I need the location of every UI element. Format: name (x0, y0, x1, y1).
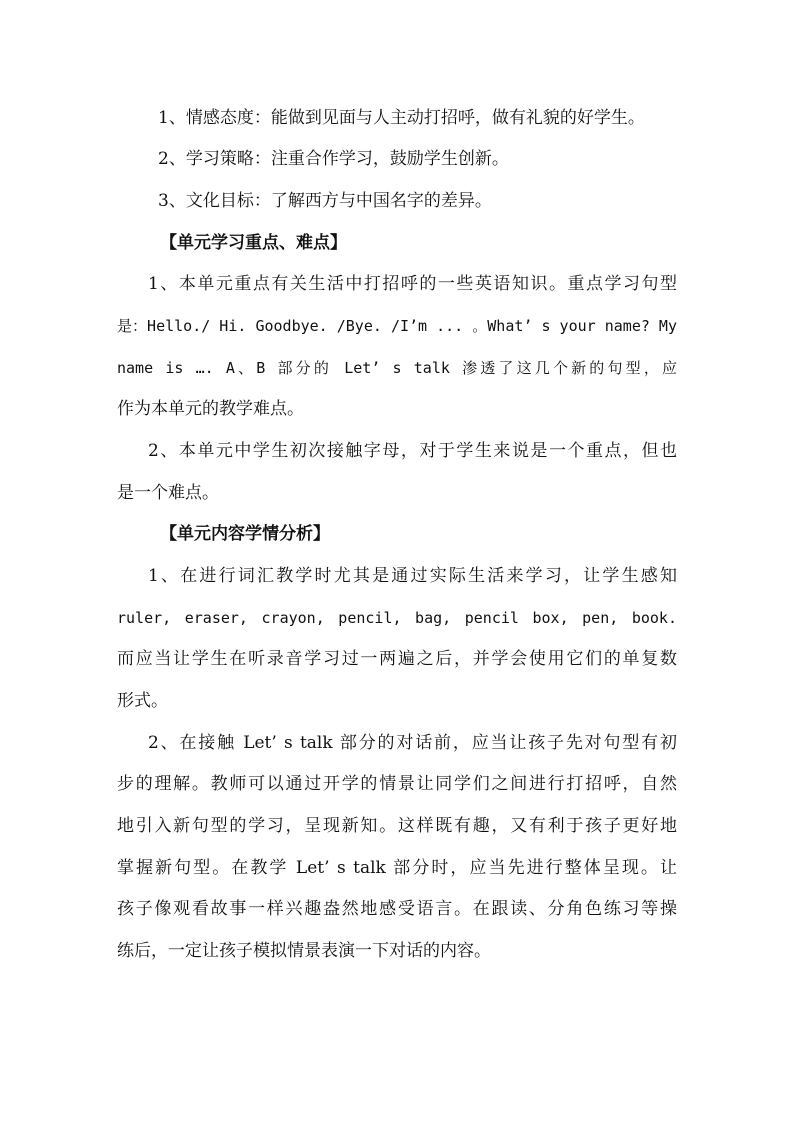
paragraph-line: 2、本单元中学生初次接触字母，对于学生来说是一个重点，但也 (148, 441, 677, 461)
paragraph-line: 1、在进行词汇教学时尤其是通过实际生活来学习，让学生感知 (148, 566, 677, 586)
paragraph-line: 孩子像观看故事一样兴趣盎然地感受语言。在跟读、分角色练习等操 (117, 899, 677, 919)
paragraph-line: 掌握新句型。在教学 Let’ s talk 部分时，应当先进行整体呈现。让 (117, 858, 677, 878)
paragraph-line: 1、本单元重点有关生活中打招呼的一些英语知识。重点学习句型 (148, 274, 677, 294)
paragraph-line: 作为本单元的教学难点。 (117, 399, 304, 419)
paragraph-line: 步的理解。教师可以通过开学的情景让同学们之间进行打招呼，自然 (117, 774, 677, 794)
objective-culture: 3、文化目标：了解西方与中国名字的差异。 (158, 191, 492, 211)
section-heading-content-analysis: 【单元内容学情分析】 (160, 524, 330, 544)
paragraph-line: 形式。 (117, 691, 168, 711)
objective-strategy: 2、学习策略：注重合作学习，鼓励学生创新。 (158, 149, 509, 169)
paragraph-line: name is …. A、B 部分的 Let’ s talk 渗透了这几个新的句型，应 (117, 359, 677, 377)
paragraph-line: 地引入新句型的学习，呈现新知。这样既有趣，又有利于孩子更好地 (117, 816, 677, 836)
vocabulary-line: ruler, eraser, crayon, pencil, bag, pencil box, pen, book. (117, 609, 677, 627)
objective-emotion: 1、情感态度：能做到见面与人主动打招呼，做有礼貌的好学生。 (158, 108, 645, 128)
paragraph-line: 是一个难点。 (117, 483, 219, 503)
section-heading-key-points: 【单元学习重点、难点】 (160, 233, 347, 253)
paragraph-line: 2、在接触 Let’ s talk 部分的对话前，应当让孩子先对句型有初 (148, 733, 677, 753)
paragraph-line: 练后，一定让孩子模拟情景表演一下对话的内容。 (117, 941, 491, 961)
paragraph-line: 是：Hello./ Hi. Goodbye. /Bye. /I’m ... 。What’ s your name? My (117, 317, 677, 335)
paragraph-line: 而应当让学生在听录音学习过一两遍之后，并学会使用它们的单复数 (117, 649, 677, 669)
